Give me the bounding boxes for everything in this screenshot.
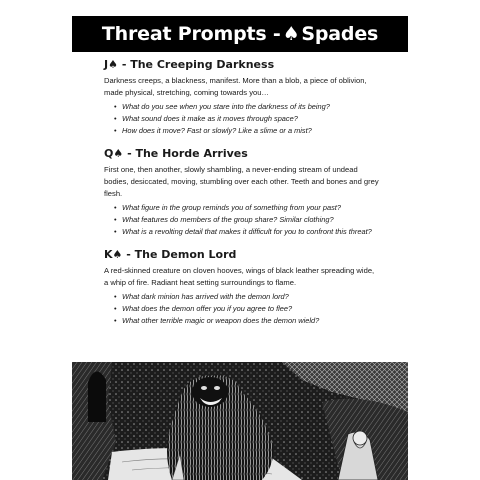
prompt-text: What features do members of the group share? Similar clothing? [122,215,334,224]
card-rank: K [104,248,113,261]
prompt-text: How does it move? Fast or slowly? Like a slime or a mist? [122,126,312,135]
prompt-item [114,291,380,303]
threat-description: Darkness creeps, a blackness, manifest. More than a blob, a piece of oblivion, made physical, stretching, coming towards you… [104,76,367,97]
spade-icon: ♠ [282,23,300,45]
threat-name: - The Creeping Darkness [121,58,275,71]
card-rank: Q [104,147,114,160]
monster-illustration [72,362,408,480]
section-jack [104,58,380,137]
prompt-text: What other terrible magic or weapon does the demon wield? [122,316,320,325]
bullet-icon: • [114,102,117,111]
threat-name: - The Demon Lord [126,248,237,261]
prompt-item [114,315,380,327]
section-title [104,147,380,160]
title-banner [72,16,408,52]
spade-icon: ♠ [108,58,118,71]
bullet-icon: • [114,304,117,313]
spade-icon: ♠ [113,147,124,160]
threat-description: A red-skinned creature on cloven hooves, wings of black leather spreading wide, a whip of fire. Radiant heat setting surroundings to flame. [104,266,375,287]
bullet-icon: • [114,126,117,135]
bullet-icon: • [114,227,117,236]
prompt-text: What does the demon offer you if you agree to flee? [122,304,293,313]
prompt-item [114,101,380,113]
spade-icon: ♠ [112,248,123,261]
bullet-icon: • [114,316,117,325]
prompt-text: What figure in the group reminds you of something from your past? [122,203,341,212]
prompt-item [114,202,380,214]
section-king [104,248,380,327]
prompt-text: What dark minion has arrived with the demon lord? [122,292,289,301]
bullet-icon: • [114,114,117,123]
threat-description: First one, then another, slowly shambling, a never-ending stream of undead bodies, desiccated, moving, stumbling over each other. Teeth and bones and grey flesh. [104,165,379,198]
bullet-icon: • [114,215,117,224]
prompt-text: What is a revolting detail that makes it difficult for you to confront this threat? [122,227,372,236]
page-title-suit: Spades [301,23,379,45]
prompt-item [114,214,380,226]
page-title: Threat Prompts - [101,23,281,45]
prompt-list [104,202,380,238]
prompt-list [104,291,380,327]
section-title [104,248,380,261]
prompt-item [114,113,380,125]
prompt-item [114,125,380,137]
prompt-item [114,303,380,315]
prompt-text: What sound does it make as it moves through space? [122,114,298,123]
threat-name: - The Horde Arrives [127,147,248,160]
card-rank: J [104,58,109,71]
section-queen [104,147,380,238]
prompt-list [104,101,380,137]
document-page [72,0,408,480]
bullet-icon: • [114,203,117,212]
prompt-item [114,226,380,238]
section-title [104,58,380,71]
prompt-text: What do you see when you stare into the darkness of its being? [122,102,330,111]
content [104,58,380,337]
bullet-icon: • [114,292,117,301]
